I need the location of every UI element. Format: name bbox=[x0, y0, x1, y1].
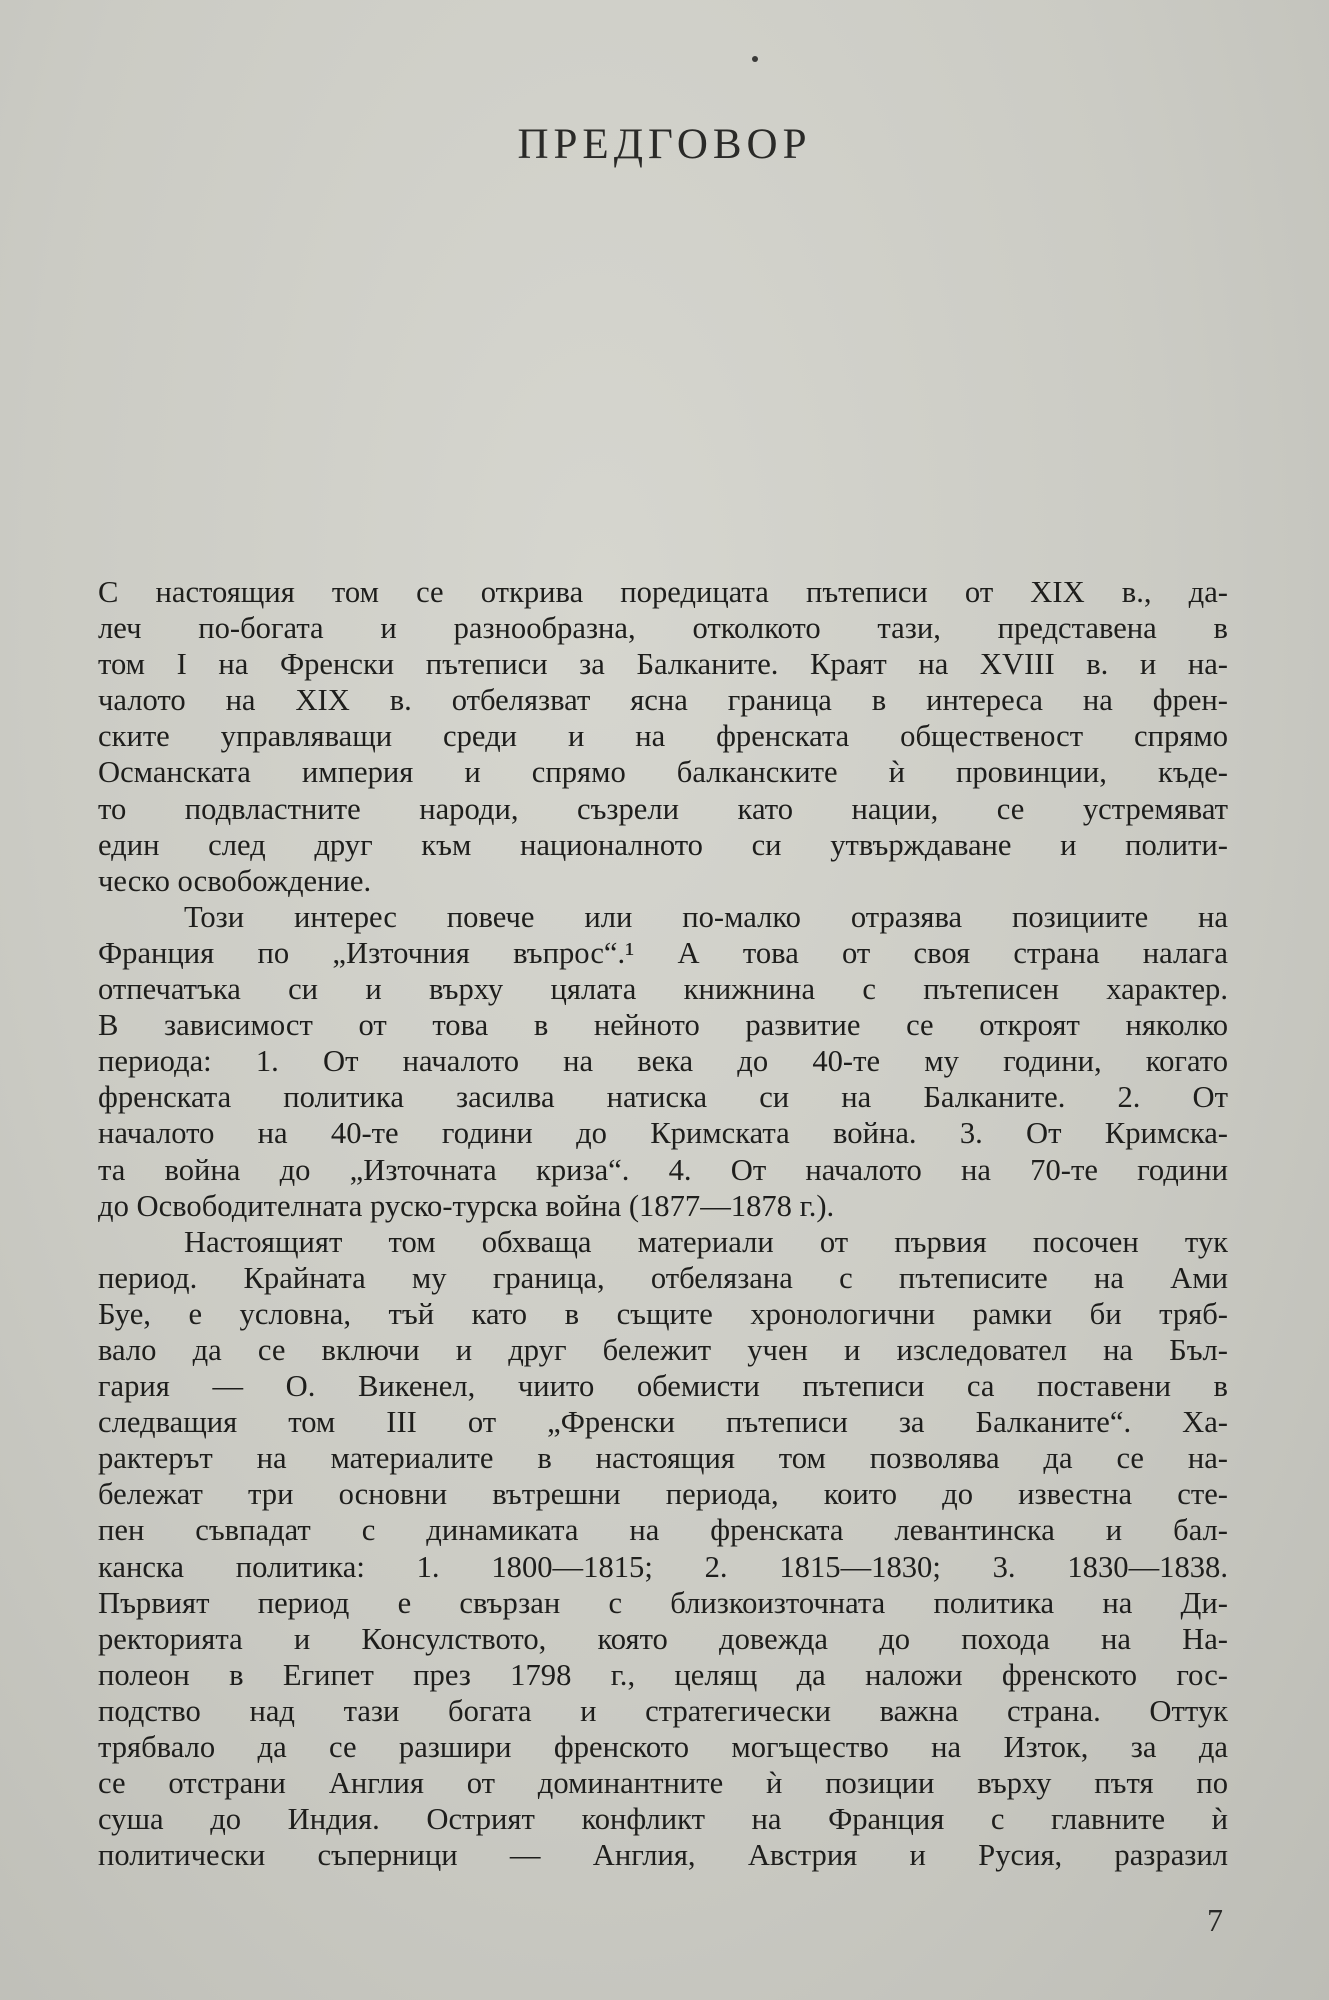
text-line: период. Крайната му граница, отбелязана с пътеписите на Ами bbox=[98, 1260, 1228, 1295]
text-line: Настоящият том обхваща материали от първия посочен тук bbox=[184, 1224, 1228, 1259]
text-line: суша до Индия. Острият конфликт на Франция с главните ѝ bbox=[98, 1802, 1228, 1837]
text-line: отпечатъка си и върху цялата книжнина с пътеписен характер. bbox=[98, 972, 1228, 1007]
text-line: ските управляващи среди и на френската общественост спрямо bbox=[98, 719, 1228, 754]
text-line: Буе, е условна, тъй като в същите хронологични рамки би тряб- bbox=[98, 1296, 1228, 1331]
text-line: периода: 1. От началото на века до 40-те му години, когато bbox=[98, 1044, 1228, 1079]
text-line: до Освободителната руско-турска война (1877—1878 г.). bbox=[98, 1188, 835, 1223]
page-number: 7 bbox=[1207, 1902, 1223, 1938]
text-line: трябвало да се разшири френското могъщество на Изток, за да bbox=[98, 1730, 1228, 1764]
text-line: С настоящия том се открива поредицата пътеписи от XIX в., да- bbox=[98, 575, 1228, 609]
text-line: Този интерес повече или по-малко отразява позициите на bbox=[184, 899, 1228, 934]
ink-dot bbox=[752, 56, 758, 62]
text-line: ческо освобождение. bbox=[98, 863, 372, 898]
text-line: рактерът на материалите в настоящия том позволява да се на- bbox=[98, 1441, 1228, 1476]
text-line: следващия том III от „Френски пътеписи за Балканите“. Ха- bbox=[98, 1405, 1228, 1440]
text-line: чалото на XIX в. отбелязват ясна граница в интереса на френ- bbox=[98, 683, 1228, 718]
text-line: френската политика засилва натиска си на Балканите. 2. От bbox=[98, 1080, 1228, 1115]
text-line: Първият период е свързан с близкоизточната политика на Ди- bbox=[98, 1585, 1228, 1620]
text-line: леч по-богата и разнообразна, отколкото тази, представена в bbox=[98, 611, 1228, 646]
text-line: Османската империя и спрямо балканските ѝ провинции, къде- bbox=[98, 755, 1228, 790]
text-line: подство над тази богата и стратегически важна страна. Оттук bbox=[98, 1693, 1228, 1728]
text-line: се отстрани Англия от доминантните ѝ позиции върху пътя по bbox=[98, 1766, 1228, 1801]
text-line: един след друг към националното си утвърждаване и полити- bbox=[98, 827, 1228, 862]
text-line: политически съперници — Англия, Австрия и Русия, разразил bbox=[98, 1838, 1228, 1873]
text-line: вало да се включи и друг бележит учен и изследовател на Бъл- bbox=[98, 1332, 1228, 1367]
text-line: пен съвпадат с динамиката на френската левантинска и бал- bbox=[98, 1513, 1228, 1548]
text-line: полеон в Египет през 1798 г., целящ да наложи френското гос- bbox=[98, 1657, 1228, 1692]
text-line: то подвластните народи, съзрели като нации, се устремяват bbox=[98, 791, 1228, 826]
text-line: Франция по „Източния въпрос“.¹ А това от своя страна налага bbox=[98, 935, 1228, 970]
text-line: В зависимост от това в нейното развитие се откроят няколко bbox=[98, 1008, 1228, 1043]
text-line: гария — О. Викенел, чиито обемисти пътеписи са поставени в bbox=[98, 1369, 1228, 1404]
text-line: бележат три основни вътрешни периода, които до известна сте- bbox=[98, 1477, 1228, 1512]
text-line: ректорията и Консулството, която довежда до похода на На- bbox=[98, 1621, 1228, 1656]
body-text bbox=[98, 574, 1228, 1873]
text-line: началото на 40-те години до Кримската война. 3. От Кримска- bbox=[98, 1116, 1228, 1151]
text-line: та война до „Източната криза“. 4. От началото на 70-те години bbox=[98, 1152, 1228, 1187]
chapter-title: ПРЕДГОВОР bbox=[517, 121, 812, 168]
text-line: канска политика: 1. 1800—1815; 2. 1815—1830; 3. 1830—1838. bbox=[98, 1549, 1228, 1584]
text-line: том I на Френски пътеписи за Балканите. Краят на XVIII в. и на- bbox=[98, 647, 1228, 682]
